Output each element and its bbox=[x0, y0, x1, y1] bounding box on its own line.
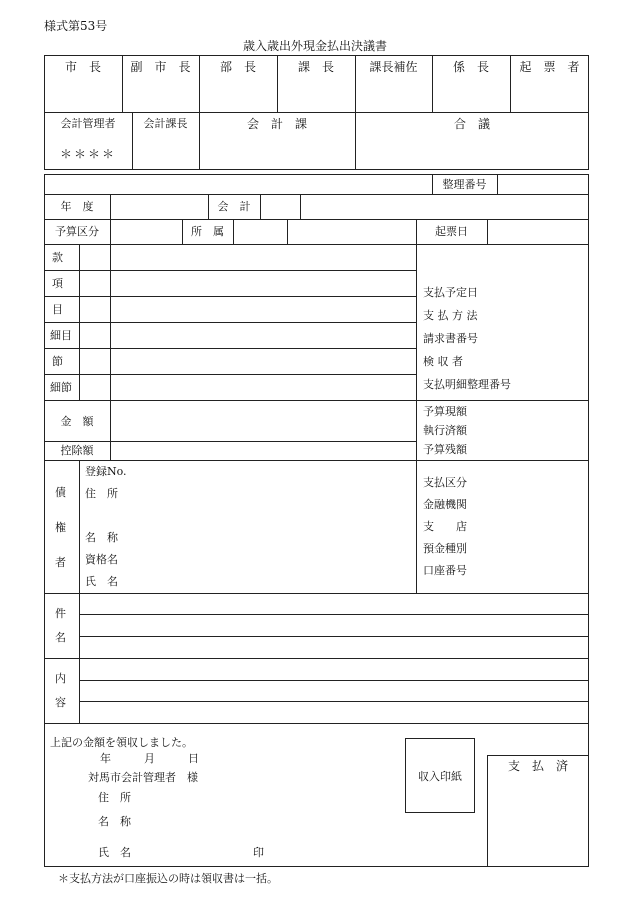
receipt-date: 年 月 日 bbox=[100, 752, 199, 765]
row-line bbox=[44, 441, 416, 442]
form-title: 歳入歳出外現金払出決議書 bbox=[242, 39, 387, 53]
cell-line bbox=[300, 194, 301, 219]
budget-label: 執行済額 bbox=[423, 424, 467, 437]
row-line bbox=[79, 614, 589, 615]
creditor-field-label: 住 所 bbox=[85, 487, 118, 500]
budget-label: 予算現額 bbox=[423, 405, 467, 418]
approver-label: 副 市 長 bbox=[130, 60, 191, 74]
row-line bbox=[44, 658, 589, 659]
budget-label: 予算残額 bbox=[423, 443, 467, 456]
budget-item-label: 細目 bbox=[50, 329, 72, 342]
cell-line bbox=[287, 219, 288, 244]
budget-item-label: 項 bbox=[52, 277, 63, 290]
creditor-field-label: 登録No. bbox=[85, 465, 127, 478]
approver-label: 合 議 bbox=[453, 117, 490, 131]
approver-label: 係 長 bbox=[452, 60, 489, 74]
approver-label: 市 長 bbox=[64, 60, 101, 74]
payment-info-label: 検 収 者 bbox=[423, 355, 463, 368]
budget-item-label: 細節 bbox=[50, 381, 72, 394]
nendo-label: 年 度 bbox=[60, 200, 94, 213]
cell-line bbox=[110, 194, 111, 219]
approval-row-divider bbox=[44, 112, 589, 113]
receipt-addressee: 対馬市会計管理者 様 bbox=[88, 771, 198, 784]
yosan-kubun-label: 予算区分 bbox=[55, 225, 99, 238]
row-line bbox=[487, 755, 589, 756]
row-line bbox=[44, 322, 416, 323]
budget-item-label: 款 bbox=[52, 251, 63, 264]
payment-info-label: 請求書番号 bbox=[423, 332, 478, 345]
row-line bbox=[79, 680, 589, 681]
row-line bbox=[44, 460, 589, 461]
creditor-field-label: 資格名 bbox=[85, 553, 118, 566]
approver-label: 会計管理者 bbox=[60, 117, 116, 130]
row-line bbox=[44, 374, 416, 375]
shozoku-label: 所 属 bbox=[191, 225, 224, 238]
naiyou-char: 容 bbox=[55, 696, 66, 709]
row-line bbox=[44, 270, 416, 271]
seiri-bango-label: 整理番号 bbox=[442, 178, 487, 191]
cell-line bbox=[497, 174, 498, 194]
bank-field-label: 口座番号 bbox=[423, 564, 467, 577]
creditor-char: 者 bbox=[55, 556, 66, 569]
naiyou-char: 内 bbox=[55, 672, 66, 685]
paid-label: 支 払 済 bbox=[507, 759, 568, 773]
row-line bbox=[44, 219, 589, 220]
bank-field-label: 支 店 bbox=[423, 520, 467, 533]
approver-label: 会計課長 bbox=[143, 117, 188, 130]
row-line bbox=[79, 636, 589, 637]
kihyoubi-label: 起票日 bbox=[435, 225, 468, 238]
cell-line bbox=[110, 400, 111, 460]
creditor-char: 権 bbox=[55, 521, 66, 534]
receipt-shimei: 氏 名 bbox=[98, 846, 131, 859]
row-line bbox=[44, 296, 416, 297]
creditor-char: 債 bbox=[55, 486, 66, 499]
kingaku-label: 金 額 bbox=[60, 415, 94, 428]
creditor-field-label: 氏 名 bbox=[85, 575, 118, 588]
approver-label: 起 票 者 bbox=[519, 60, 580, 74]
row-line bbox=[44, 400, 589, 401]
footnote: ＊支払方法が口座振込の時は領収書は一括。 bbox=[58, 872, 278, 885]
approver-label: 会 計 課 bbox=[246, 117, 307, 131]
cell-line bbox=[233, 219, 234, 244]
row-line bbox=[79, 701, 589, 702]
budget-item-label: 節 bbox=[52, 355, 63, 368]
payment-info-label: 支払明細整理番号 bbox=[423, 378, 511, 391]
cell-line bbox=[79, 460, 80, 593]
cell-line bbox=[260, 194, 261, 219]
receipt-statement: 上記の金額を領収しました。 bbox=[50, 736, 193, 749]
kenmei-char: 件 bbox=[55, 607, 66, 620]
approver-label: 課長補佐 bbox=[369, 60, 418, 74]
row-line bbox=[44, 593, 589, 594]
receipt-jusho: 住 所 bbox=[98, 791, 131, 804]
cell-line bbox=[416, 244, 417, 593]
row-line bbox=[44, 244, 589, 245]
cell-line bbox=[487, 219, 488, 244]
payment-info-label: 支 払 方 法 bbox=[423, 309, 478, 322]
revenue-stamp-label: 収入印紙 bbox=[418, 770, 462, 783]
seal-mark: 印 bbox=[253, 846, 264, 859]
form-number: 様式第53号 bbox=[44, 19, 108, 33]
receipt-meisho: 名 称 bbox=[98, 815, 131, 828]
bank-field-label: 金融機関 bbox=[423, 498, 467, 511]
kojogaku-label: 控除額 bbox=[60, 444, 94, 457]
budget-item-label: 目 bbox=[52, 303, 63, 316]
approver-label: 部 長 bbox=[219, 60, 256, 74]
creditor-field-label: 名 称 bbox=[85, 531, 118, 544]
approver-label: 課 長 bbox=[297, 60, 334, 74]
kaikei-label: 会 計 bbox=[217, 200, 251, 213]
row-line bbox=[44, 723, 589, 724]
kenmei-char: 名 bbox=[55, 631, 66, 644]
row-line bbox=[44, 348, 416, 349]
bank-field-label: 預金種別 bbox=[423, 542, 467, 555]
stamp-stars: ＊＊＊＊ bbox=[59, 147, 116, 161]
payment-info-label: 支払予定日 bbox=[423, 286, 478, 299]
row-line bbox=[44, 194, 589, 195]
bank-field-label: 支払区分 bbox=[423, 476, 467, 489]
cell-line bbox=[110, 219, 111, 244]
